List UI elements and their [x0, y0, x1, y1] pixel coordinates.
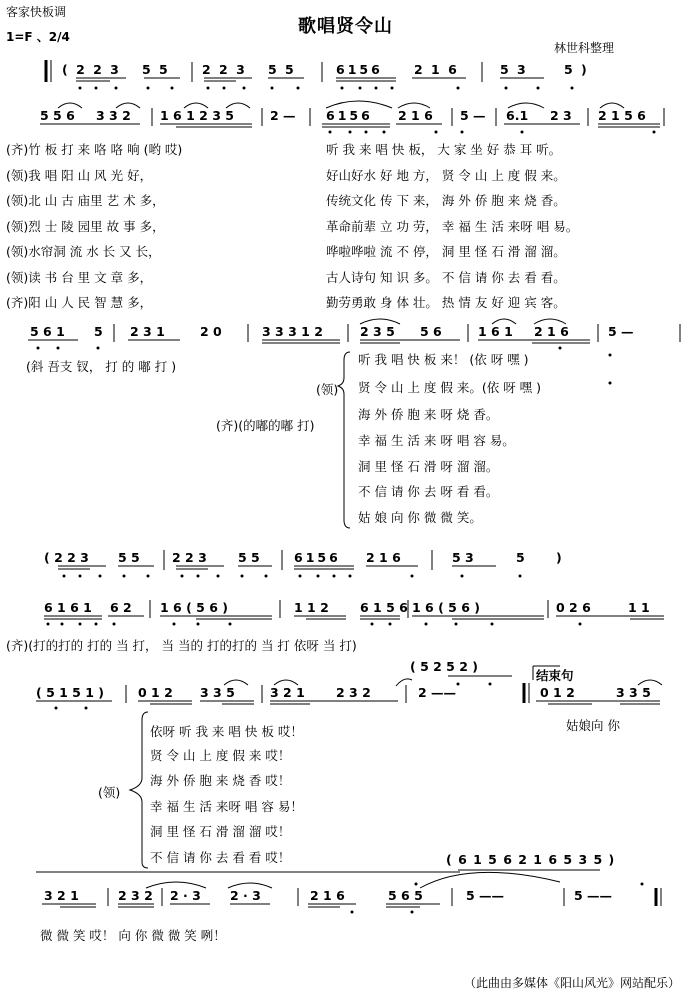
bracket-line: 海 外 侨 胞 来 烧 香 哎！ [150, 773, 291, 788]
note-group: 2 · 3 [170, 888, 201, 903]
lyric-line-left: (领)烈 士 陵 园里 故 事 多， [6, 219, 165, 234]
note-group: 1 6 ( 5 6 ) [160, 600, 228, 615]
note-group: 0 1 2 [138, 685, 173, 700]
note-group: 3 3 3 1 2 [262, 324, 323, 339]
note-group: 5 6 [420, 324, 442, 339]
lyric-line-left: (领)读 书 台 里 文 章 多， [6, 270, 153, 285]
note-group: ( 5 1 5 1 ) [36, 685, 104, 700]
note-group: ) [556, 550, 562, 565]
note-group: 6.1 [506, 108, 529, 123]
bracket-line: 不 信 请 你 去 呀 看 看。 [358, 484, 499, 499]
key-signature: 1=F 、2/4 [6, 30, 70, 44]
lead-marker: (领) [98, 785, 121, 800]
bracket-line: 洞 里 怪 石 滑 溜 溜 哎！ [150, 824, 291, 839]
note-group: 6 1 5 6 [360, 600, 408, 615]
bracket-line: 姑 娘 向 你 微 微 笑。 [358, 510, 482, 525]
lyric-line-right: 勤劳勇敢 身 体 壮。 热 情 友 好 迎 宾 客。 [326, 295, 566, 310]
section2-lyric: (斜 吾支 钗， 打 的 嘟 打 ) [26, 359, 177, 374]
note-group: 2 1 6 [398, 108, 433, 123]
note-group: 5 3 [452, 550, 474, 565]
lyric-line-right: 革命前辈 立 功 劳， 幸 福 生 活 来呀 唱 易。 [326, 219, 579, 234]
note-group: 5 5 [118, 550, 140, 565]
lyric-line-left: (领)我 唱 阳 山 风 光 好， [6, 168, 153, 183]
bracket-line: 幸 福 生 活 来呀 唱 容 易！ [150, 799, 303, 814]
note-group: 0 1 2 [540, 685, 575, 700]
section4-ossia: ( 5 2 5 2 ) [410, 659, 478, 674]
lyric-line-right: 传统文化 传 下 来， 海 外 侨 胞 来 烧 香。 [326, 193, 566, 208]
note-group: 1 6 1 [478, 324, 513, 339]
genre-label: 客家快板调 [6, 5, 67, 19]
song-title: 歌唱贤令山 [298, 16, 393, 37]
note-group: 6 2 [110, 600, 132, 615]
section5-interlude: ( 6 1 5 6 2 1 6 5 3 5 ) [446, 852, 615, 867]
note-group: 1 1 2 [294, 600, 329, 615]
note-group: 1 1 [628, 600, 650, 615]
lyric-line-right: 好山好水 好 地 方， 贤 令 山 上 度 假 来。 [326, 168, 566, 183]
note-group: 2 2 3 [172, 550, 207, 565]
note-group: 1 6 ( 5 6 ) [412, 600, 480, 615]
note-group: 2 3 [550, 108, 572, 123]
note-group: 5 —— [466, 888, 505, 903]
note-group: 2 —— [418, 685, 457, 700]
note-group: 6156 [326, 108, 373, 123]
note-group: 3 3 5 [616, 685, 651, 700]
note-group: ( 2 2 3 [62, 62, 119, 77]
note-group: 2 — [270, 108, 296, 123]
lyric-line-left: (领)北 山 古 庙里 艺 术 多， [6, 193, 165, 208]
note-group: 2 1 5 6 [598, 108, 646, 123]
bracket-line: 听 我 唱 快 板 来！ (依 呀 嘿 ) [358, 352, 529, 367]
note-group: 5 5 6 [40, 108, 75, 123]
note-group: 6156 [294, 550, 341, 565]
note-group: 5 — [608, 324, 634, 339]
ending-lyric: 姑娘向 你 [566, 718, 620, 733]
note-group: 5 — [460, 108, 486, 123]
bracket-line: 海 外 侨 胞 来 呀 烧 香。 [358, 407, 499, 422]
bracket-line: 贤 令 山 上 度 假 来。(依 呀 嘿 ) [358, 380, 542, 395]
lyric-line-right: 听 我 来 唱 快 板， 大 家 坐 好 恭 耳 听。 [326, 142, 562, 157]
section5-lyric: 微 微 笑 哎！ 向 你 微 微 笑 咧！ [40, 928, 226, 943]
section3-lyric: (齐)(打的打的 打的 当 打， 当 当的 打的打的 当 打 依呀 当 打) [6, 638, 357, 653]
bracket-line: 洞 里 怪 石 滑 呀 溜 溜。 [358, 459, 499, 474]
note-group: 1 6 1 2 3 5 [160, 108, 234, 123]
note-group: 2 1 6 [414, 62, 457, 77]
note-group: 2 1 6 [366, 550, 401, 565]
note-group: 0 2 6 [556, 600, 591, 615]
note-group: 2 2 3 [202, 62, 245, 77]
bracket-line: 依呀 听 我 来 唱 快 板 哎！ [150, 724, 303, 739]
note-group: ( 2 2 3 [44, 550, 89, 565]
arranger: 林世科整理 [554, 41, 615, 55]
note-group: 5 6 1 [30, 324, 65, 339]
note-group: 5 3 [500, 62, 526, 77]
chorus-marker: (齐)(的嘟的嘟 打) [216, 418, 315, 433]
lyric-line-left: (齐)阳 山 人 民 智 慧 多， [6, 295, 153, 310]
lead-marker: (领) [316, 382, 339, 397]
note-group: 6156 [336, 62, 383, 77]
note-group: 5 —— [574, 888, 613, 903]
lyric-line-right: 哗啦哗啦 流 不 停， 洞 里 怪 石 滑 溜 溜。 [326, 244, 566, 259]
lyric-line-left: (领)水帘洞 流 水 长 又 长， [6, 244, 161, 259]
note-group: 3 2 1 [44, 888, 79, 903]
note-group: 3 2 1 [270, 685, 305, 700]
note-group: 5 6 5 [388, 888, 423, 903]
note-group: 5 5 [268, 62, 294, 77]
note-group: 3 3 5 [200, 685, 235, 700]
note-group: 5 [516, 550, 525, 565]
note-group: 2 0 [200, 324, 222, 339]
note-group: 2 · 3 [230, 888, 261, 903]
credit-note: （此曲由多媒体《阳山风光》网站配乐） [464, 976, 681, 990]
ending-label: 结束句 [536, 668, 574, 683]
note-group: 5 5 [238, 550, 260, 565]
lyric-line-left: (齐)竹 板 打 来 咯 咯 响 (哟 哎) [6, 142, 183, 157]
note-group: 5 5 [142, 62, 168, 77]
note-group: 3 3 2 [96, 108, 131, 123]
bracket-line: 贤 令 山 上 度 假 来 哎！ [150, 748, 291, 763]
bracket-line: 幸 福 生 活 来 呀 唱 容 易。 [358, 433, 515, 448]
note-group: 2 3 1 [130, 324, 165, 339]
bracket-line: 不 信 请 你 去 看 看 哎！ [150, 850, 291, 865]
note-group: 6 1 6 1 [44, 600, 92, 615]
note-group: 2 1 6 [534, 324, 569, 339]
note-group: 2 3 5 [360, 324, 395, 339]
note-group: 5 ) [564, 62, 587, 77]
lyric-line-right: 古人诗句 知 识 多。 不 信 请 你 去 看 看。 [326, 270, 566, 285]
note-group: 2 1 6 [310, 888, 345, 903]
note-group: 2 3 2 [336, 685, 371, 700]
note-group: 5 [94, 324, 103, 339]
note-group: 2 3 2 [118, 888, 153, 903]
